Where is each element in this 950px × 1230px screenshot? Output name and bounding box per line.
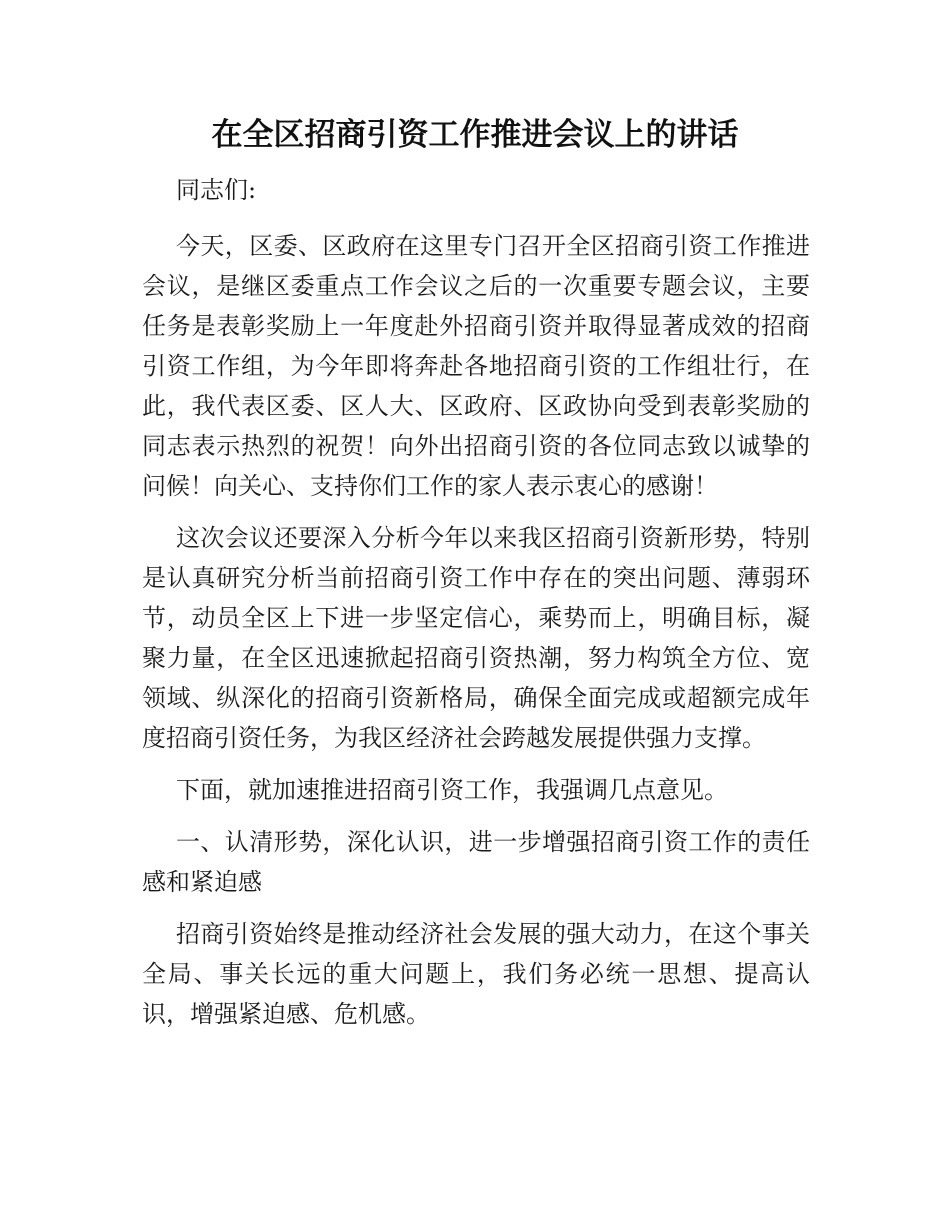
paragraph-4: 招商引资始终是推动经济社会发展的强大动力，在这个事关全局、事关长远的重大问题上，我们务必统一思想、提高认识，增强紧迫感、危机感。 [142,920,810,1028]
paragraph-3: 下面，就加速推进招商引资工作，我强调几点意见。 [176,776,728,804]
document-body [142,170,810,1042]
section-heading-1: 一、认清形势，深化认识，进一步增强招商引资工作的责任感和紧迫感 [142,828,810,896]
paragraph-2: 这次会议还要深入分析今年以来我区招商引资新形势，特别是认真研究分析当前招商引资工作中存在的突出问题、薄弱环节，动员全区上下进一步坚定信心，乘势而上，明确目标，凝聚力量，在全区迅速掀起招商引资热潮，努力构筑全方位、宽领域、纵深化的招商引资新格局，确保全面完成或超额完成年度招商引资任务，为我区经济社会跨越发展提供强力支撑。 [142,524,810,752]
paragraph-1: 今天，区委、区政府在这里专门召开全区招商引资工作推进会议，是继区委重点工作会议之后的一次重要专题会议，主要任务是表彰奖励上一年度赴外招商引资并取得显著成效的招商引资工作组，为今年即将奔赴各地招商引资的工作组壮行，在此，我代表区委、区人大、区政府、区政协向受到表彰奖励的同志表示热烈的祝贺！向外出招商引资的各位同志致以诚挚的问候！向关心、支持你们工作的家人表示衷心的感谢！ [142,232,810,500]
salutation: 同志们: [176,176,257,204]
document-title: 在全区招商引资工作推进会议上的讲话 [211,117,739,153]
